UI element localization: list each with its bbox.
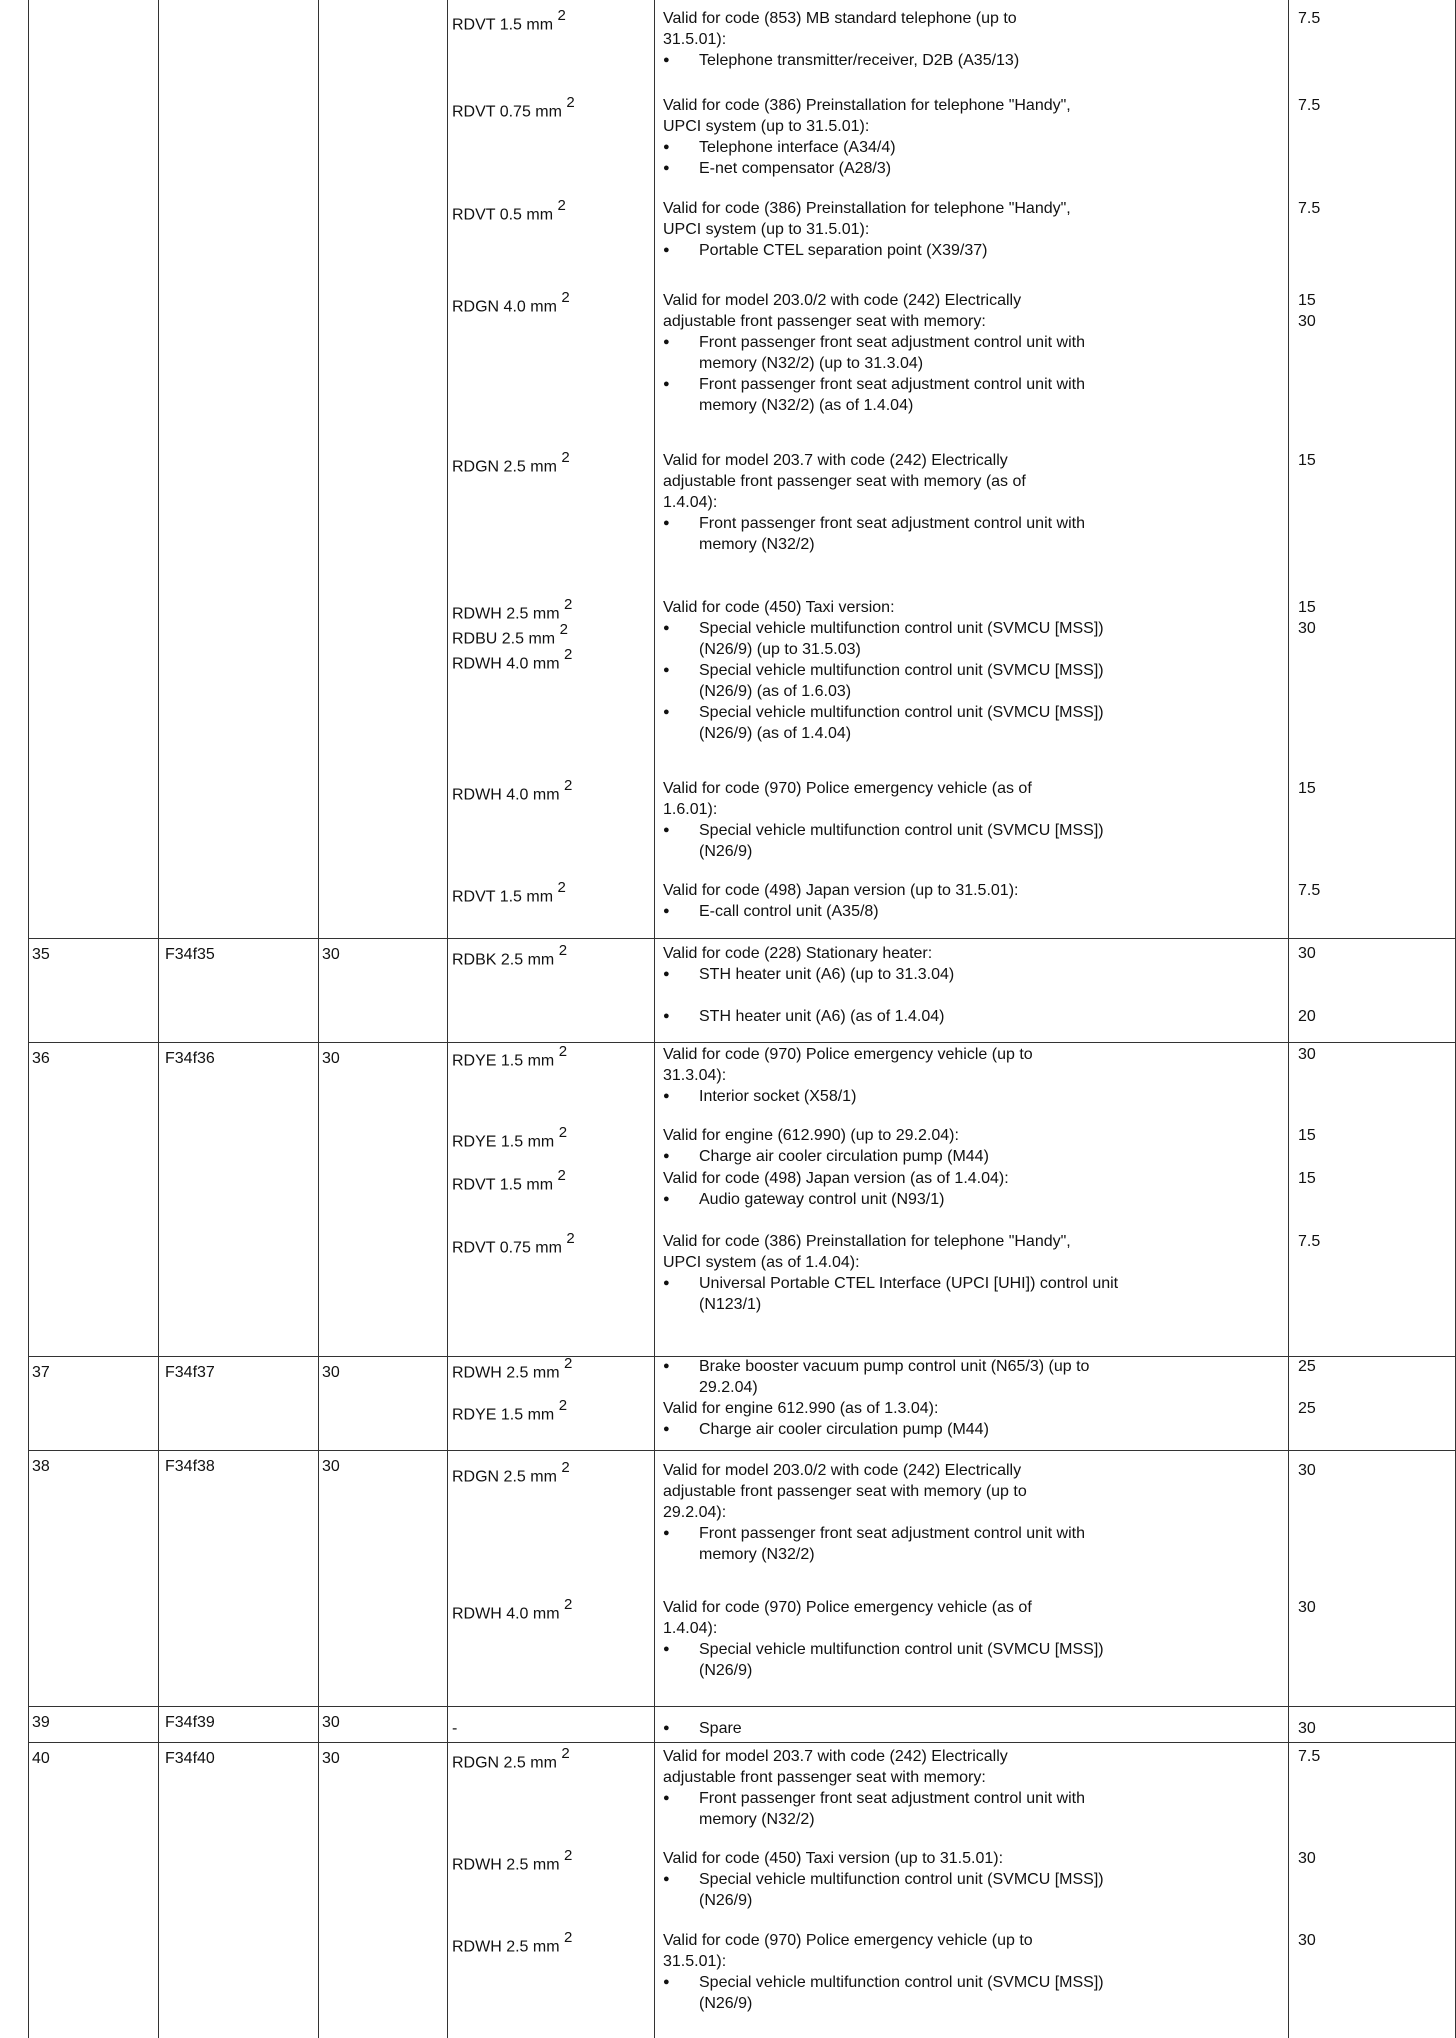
- wire-color-size: -: [452, 1720, 458, 1737]
- column-divider: [1288, 0, 1289, 2038]
- consumer-item: [663, 660, 1283, 702]
- fuse-designation: F34f35: [165, 946, 215, 963]
- wire-designation: [452, 1398, 567, 1425]
- consumer-item: [663, 1523, 1283, 1565]
- wire-designation: [452, 198, 566, 225]
- consumer-item: [663, 50, 1283, 71]
- fuse-number: 38: [32, 1458, 50, 1475]
- consumer-text: Special vehicle multifunction control unit (SVMCU [MSS]): [699, 662, 1104, 679]
- consumer-amperage: 15: [1298, 780, 1316, 797]
- consumer-text: memory (N32/2) (up to 31.3.04): [699, 355, 924, 372]
- fuse-number: 36: [32, 1050, 50, 1067]
- validity-condition: Valid for code (498) Japan version (as of 1.4.04):: [663, 1170, 1009, 1187]
- wire-designation: [452, 1597, 572, 1624]
- wire-unit-exponent: 2: [558, 1397, 568, 1414]
- wire-color-size: RDWH 4.0 mm: [452, 1605, 560, 1623]
- consumer-entry: [663, 198, 1283, 261]
- consumer-text: Portable CTEL separation point (X39/37): [699, 242, 988, 259]
- consumer-text: Charge air cooler circulation pump (M44): [699, 1421, 989, 1438]
- consumer-text: Special vehicle multifunction control unit (SVMCU [MSS]): [699, 1641, 1104, 1658]
- consumer-entry: [663, 8, 1283, 71]
- validity-condition: Valid for code (386) Preinstallation for telephone "Handy",: [663, 97, 1071, 114]
- validity-condition: Valid for code (970) Police emergency vehicle (up to: [663, 1932, 1033, 1949]
- consumer-entry: [663, 943, 1283, 985]
- consumer-amperage: 15: [1298, 599, 1316, 616]
- consumer-list: [663, 1972, 1283, 2014]
- wire-designation: [452, 1044, 567, 1071]
- consumer-text: Front passenger front seat adjustment control unit with: [699, 334, 1085, 351]
- wire-color-size: RDVT 1.5 mm: [452, 16, 554, 34]
- wire-designation: [452, 1231, 575, 1258]
- consumer-text: (N26/9): [699, 1995, 753, 2012]
- validity-condition: UPCI system (up to 31.5.01):: [663, 118, 870, 135]
- fuse-designation: F34f39: [165, 1714, 215, 1731]
- consumer-item: [663, 1972, 1283, 2014]
- wire-color-size: RDGN 4.0 mm: [452, 298, 557, 316]
- validity-condition: UPCI system (up to 31.5.01):: [663, 221, 870, 238]
- validity-condition: Valid for code (228) Stationary heater:: [663, 945, 933, 962]
- wire-designation: [452, 1718, 457, 1739]
- column-divider: [28, 0, 29, 2038]
- wire-unit-exponent: 2: [558, 1124, 568, 1141]
- wire-unit-exponent: 2: [558, 942, 568, 959]
- validity-condition: Valid for engine 612.990 (as of 1.3.04):: [663, 1400, 939, 1417]
- consumer-item: [663, 618, 1283, 660]
- consumer-item: [663, 1146, 1283, 1167]
- wire-unit-exponent: 2: [557, 1167, 566, 1184]
- consumer-amperage: 15: [1298, 292, 1316, 309]
- validity-condition: 1.4.04):: [663, 1620, 718, 1637]
- consumer-amperage: 30: [1298, 1932, 1316, 1949]
- consumer-text: (N26/9) (up to 31.5.03): [699, 641, 861, 658]
- consumer-entry: [663, 1125, 1283, 1167]
- consumer-list: [663, 901, 1283, 922]
- consumer-item: [663, 702, 1283, 744]
- wire-unit-exponent: 2: [564, 1847, 573, 1864]
- consumer-item: [663, 240, 1283, 261]
- fuse-number: 37: [32, 1364, 50, 1381]
- consumer-text: Front passenger front seat adjustment control unit with: [699, 1790, 1085, 1807]
- wire-color-size: RDVT 0.5 mm: [452, 206, 554, 224]
- consumer-text: Special vehicle multifunction control unit (SVMCU [MSS]): [699, 822, 1104, 839]
- consumer-entry: [663, 290, 1283, 416]
- wire-unit-exponent: 2: [564, 1596, 573, 1613]
- consumer-text: Special vehicle multifunction control unit (SVMCU [MSS]): [699, 704, 1104, 721]
- column-divider: [158, 0, 159, 2038]
- validity-condition: UPCI system (as of 1.4.04):: [663, 1254, 860, 1271]
- validity-condition: adjustable front passenger seat with memory (up to: [663, 1483, 1027, 1500]
- consumer-item: [663, 964, 1283, 985]
- consumer-entry: [663, 1848, 1283, 1911]
- consumer-item: [663, 1718, 1283, 1739]
- consumer-text: Audio gateway control unit (N93/1): [699, 1191, 945, 1208]
- wire-unit-exponent: 2: [557, 879, 566, 896]
- consumer-text: Spare: [699, 1720, 742, 1737]
- wire-color-size: RDWH 2.5 mm: [452, 605, 560, 623]
- consumer-amperage: 7.5: [1298, 1233, 1321, 1250]
- consumer-list: [663, 1086, 1283, 1107]
- wire-color-size: RDWH 2.5 mm: [452, 1856, 560, 1874]
- row-divider: [28, 1706, 1456, 1707]
- wire-designation: [452, 1848, 572, 1875]
- wire-designation: [452, 622, 568, 649]
- consumer-text: (N123/1): [699, 1296, 762, 1313]
- consumer-list: [663, 1523, 1283, 1565]
- wire-color-size: RDGN 2.5 mm: [452, 458, 557, 476]
- consumer-item: [663, 1356, 1283, 1398]
- consumer-list: [663, 50, 1283, 71]
- wire-color-size: RDVT 0.75 mm: [452, 103, 562, 121]
- wire-color-size: RDWH 2.5 mm: [452, 1364, 560, 1382]
- consumer-amperage: 7.5: [1298, 882, 1321, 899]
- consumer-item: [663, 1639, 1283, 1681]
- consumer-text: Telephone interface (A34/4): [699, 139, 896, 156]
- consumer-list: [663, 964, 1283, 985]
- consumer-amperage: 30: [1298, 1599, 1316, 1616]
- wire-unit-exponent: 2: [564, 1929, 573, 1946]
- consumer-list: [663, 1639, 1283, 1681]
- validity-condition: Valid for code (450) Taxi version:: [663, 599, 895, 616]
- fuse-rating: 30: [322, 1050, 340, 1067]
- consumer-entry: [663, 778, 1283, 862]
- fuse-number: 35: [32, 946, 50, 963]
- consumer-text: memory (N32/2): [699, 536, 815, 553]
- consumer-text: Interior socket (X58/1): [699, 1088, 857, 1105]
- fuse-number: 40: [32, 1750, 50, 1767]
- wire-designation: [452, 778, 572, 805]
- validity-condition: 29.2.04):: [663, 1504, 727, 1521]
- row-divider: [28, 1042, 1456, 1043]
- consumer-amperage: 7.5: [1298, 10, 1321, 27]
- consumer-text: Special vehicle multifunction control unit (SVMCU [MSS]): [699, 1974, 1104, 1991]
- wire-designation: [452, 1125, 567, 1152]
- wire-color-size: RDGN 2.5 mm: [452, 1754, 557, 1772]
- consumer-item: [663, 158, 1283, 179]
- row-divider: [28, 1450, 1456, 1451]
- validity-condition: 1.4.04):: [663, 494, 718, 511]
- consumer-amperage: 30: [1298, 1720, 1316, 1737]
- wire-designation: [452, 290, 570, 317]
- consumer-amperage: 30: [1298, 313, 1316, 330]
- consumer-entry: [663, 597, 1283, 744]
- fuse-rating: 30: [322, 1750, 340, 1767]
- wire-designation: [452, 8, 566, 35]
- consumer-text: Charge air cooler circulation pump (M44): [699, 1148, 989, 1165]
- wire-color-size: RDYE 1.5 mm: [452, 1133, 555, 1151]
- consumer-text: Front passenger front seat adjustment control unit with: [699, 515, 1085, 532]
- consumer-entry: [663, 450, 1283, 555]
- consumer-entry: [663, 1718, 1283, 1739]
- consumer-entry: [663, 95, 1283, 179]
- consumer-item: [663, 1788, 1283, 1830]
- consumer-amperage: 30: [1298, 1046, 1316, 1063]
- consumer-text: memory (N32/2) (as of 1.4.04): [699, 397, 914, 414]
- fuse-rating: 30: [322, 1714, 340, 1731]
- consumer-text: Front passenger front seat adjustment control unit with: [699, 1525, 1085, 1542]
- validity-condition: Valid for model 203.7 with code (242) Electrically: [663, 1748, 1008, 1765]
- consumer-amperage: 20: [1298, 1008, 1316, 1025]
- consumer-amperage: 25: [1298, 1358, 1316, 1375]
- consumer-amperage: 30: [1298, 620, 1316, 637]
- consumer-item: [663, 901, 1283, 922]
- consumer-item: [663, 137, 1283, 158]
- consumer-entry: [663, 880, 1283, 922]
- wire-unit-exponent: 2: [561, 1459, 570, 1476]
- consumer-list: [663, 1869, 1283, 1911]
- consumer-text: memory (N32/2): [699, 1546, 815, 1563]
- wire-unit-exponent: 2: [564, 777, 573, 794]
- wire-designation: [452, 1930, 572, 1957]
- wire-designation: [452, 1746, 570, 1773]
- consumer-entry: [663, 1398, 1283, 1440]
- consumer-text: (N26/9): [699, 843, 753, 860]
- wire-color-size: RDWH 4.0 mm: [452, 655, 560, 673]
- validity-condition: Valid for code (386) Preinstallation for telephone "Handy",: [663, 200, 1071, 217]
- consumer-item: [663, 1869, 1283, 1911]
- row-divider: [28, 1742, 1456, 1743]
- wire-designation: [452, 647, 572, 674]
- wire-unit-exponent: 2: [561, 289, 570, 306]
- fuse-rating: 30: [322, 1458, 340, 1475]
- wire-color-size: RDWH 4.0 mm: [452, 786, 560, 804]
- column-divider: [654, 0, 655, 2038]
- validity-condition: Valid for engine (612.990) (up to 29.2.04):: [663, 1127, 959, 1144]
- wire-color-size: RDYE 1.5 mm: [452, 1052, 555, 1070]
- consumer-list: [663, 1189, 1283, 1210]
- consumer-entry: [663, 1597, 1283, 1681]
- consumer-list: [663, 1273, 1283, 1315]
- consumer-amperage: 30: [1298, 1462, 1316, 1479]
- consumer-text: Telephone transmitter/receiver, D2B (A35/13): [699, 52, 1020, 69]
- fuse-designation: F34f37: [165, 1364, 215, 1381]
- consumer-amperage: 25: [1298, 1400, 1316, 1417]
- consumer-amperage: 7.5: [1298, 1748, 1321, 1765]
- consumer-item: [663, 1006, 1283, 1027]
- validity-condition: Valid for model 203.0/2 with code (242) Electrically: [663, 292, 1022, 309]
- wire-unit-exponent: 2: [564, 596, 573, 613]
- wire-unit-exponent: 2: [566, 1230, 575, 1247]
- consumer-text: (N26/9): [699, 1892, 753, 1909]
- consumer-amperage: 15: [1298, 1170, 1316, 1187]
- wire-designation: [452, 1460, 570, 1487]
- wire-unit-exponent: 2: [566, 94, 575, 111]
- consumer-item: [663, 1273, 1283, 1315]
- consumer-entry: [663, 1930, 1283, 2014]
- wire-color-size: RDBU 2.5 mm: [452, 630, 556, 648]
- validity-condition: Valid for code (450) Taxi version (up to 31.5.01):: [663, 1850, 1004, 1867]
- consumer-text: 29.2.04): [699, 1379, 758, 1396]
- consumer-entry: [663, 1746, 1283, 1830]
- wire-designation: [452, 943, 567, 970]
- validity-condition: Valid for code (970) Police emergency vehicle (up to: [663, 1046, 1033, 1063]
- consumer-entry: [663, 1356, 1283, 1398]
- consumer-item: [663, 374, 1283, 416]
- wire-color-size: RDBK 2.5 mm: [452, 951, 555, 969]
- consumer-amperage: 15: [1298, 452, 1316, 469]
- validity-condition: adjustable front passenger seat with memory (as of: [663, 473, 1026, 490]
- consumer-list: [663, 240, 1283, 261]
- validity-condition: adjustable front passenger seat with memory:: [663, 1769, 986, 1786]
- consumer-list: [663, 820, 1283, 862]
- consumer-amperage: 7.5: [1298, 200, 1321, 217]
- wire-unit-exponent: 2: [558, 1043, 568, 1060]
- consumer-text: memory (N32/2): [699, 1811, 815, 1828]
- consumer-entry: [663, 1460, 1283, 1565]
- column-divider: [447, 0, 448, 2038]
- consumer-list: [663, 1006, 1283, 1027]
- consumer-text: Front passenger front seat adjustment control unit with: [699, 376, 1085, 393]
- fuse-number: 39: [32, 1714, 50, 1731]
- validity-condition: 31.5.01):: [663, 31, 727, 48]
- consumer-list: [663, 618, 1283, 744]
- consumer-list: [663, 137, 1283, 179]
- consumer-list: [663, 1356, 1283, 1398]
- wire-unit-exponent: 2: [564, 646, 573, 663]
- wire-unit-exponent: 2: [557, 197, 566, 214]
- wire-designation: [452, 95, 575, 122]
- validity-condition: Valid for code (498) Japan version (up to 31.5.01):: [663, 882, 1019, 899]
- wire-color-size: RDVT 1.5 mm: [452, 1176, 554, 1194]
- consumer-entry: [663, 1044, 1283, 1107]
- validity-condition: Valid for code (970) Police emergency vehicle (as of: [663, 1599, 1032, 1616]
- wire-unit-exponent: 2: [557, 7, 566, 24]
- wire-designation: [452, 1356, 572, 1383]
- consumer-list: [663, 513, 1283, 555]
- validity-condition: Valid for code (386) Preinstallation for telephone "Handy",: [663, 1233, 1071, 1250]
- consumer-text: (N26/9): [699, 1662, 753, 1679]
- consumer-amperage: 30: [1298, 945, 1316, 962]
- consumer-item: [663, 1419, 1283, 1440]
- consumer-text: (N26/9) (as of 1.4.04): [699, 725, 852, 742]
- consumer-text: Brake booster vacuum pump control unit (N65/3) (up to: [699, 1358, 1090, 1375]
- consumer-list: [663, 1788, 1283, 1830]
- wire-designation: [452, 880, 566, 907]
- fuse-rating: 30: [322, 1364, 340, 1381]
- wire-unit-exponent: 2: [561, 449, 570, 466]
- wire-unit-exponent: 2: [564, 1355, 573, 1372]
- wire-designation: [452, 597, 572, 624]
- wire-designation: [452, 450, 570, 477]
- wire-color-size: RDWH 2.5 mm: [452, 1938, 560, 1956]
- consumer-item: [663, 1086, 1283, 1107]
- wire-unit-exponent: 2: [561, 1745, 570, 1762]
- validity-condition: Valid for code (853) MB standard telephone (up to: [663, 10, 1017, 27]
- validity-condition: Valid for model 203.0/2 with code (242) Electrically: [663, 1462, 1022, 1479]
- consumer-item: [663, 513, 1283, 555]
- wire-unit-exponent: 2: [559, 621, 568, 638]
- validity-condition: 31.5.01):: [663, 1953, 727, 1970]
- wire-designation: [452, 1168, 566, 1195]
- consumer-text: Special vehicle multifunction control unit (SVMCU [MSS]): [699, 620, 1104, 637]
- consumer-amperage: 15: [1298, 1127, 1316, 1144]
- validity-condition: adjustable front passenger seat with memory:: [663, 313, 986, 330]
- wire-color-size: RDVT 1.5 mm: [452, 888, 554, 906]
- column-divider: [318, 0, 319, 2038]
- consumer-item: [663, 1189, 1283, 1210]
- consumer-entry: [663, 1231, 1283, 1315]
- consumer-item: [663, 332, 1283, 374]
- consumer-list: [663, 1419, 1283, 1440]
- row-divider: [28, 938, 1456, 939]
- consumer-text: STH heater unit (A6) (up to 31.3.04): [699, 966, 955, 983]
- validity-condition: 1.6.01):: [663, 801, 718, 818]
- consumer-entry: [663, 1168, 1283, 1210]
- consumer-item: [663, 820, 1283, 862]
- consumer-text: Special vehicle multifunction control unit (SVMCU [MSS]): [699, 1871, 1104, 1888]
- fuse-designation: F34f36: [165, 1050, 215, 1067]
- fuse-rating: 30: [322, 946, 340, 963]
- consumer-text: Universal Portable CTEL Interface (UPCI [UHI]) control unit: [699, 1275, 1119, 1292]
- consumer-text: E-call control unit (A35/8): [699, 903, 879, 920]
- consumer-text: STH heater unit (A6) (as of 1.4.04): [699, 1008, 945, 1025]
- consumer-list: [663, 332, 1283, 416]
- wire-color-size: RDGN 2.5 mm: [452, 1468, 557, 1486]
- consumer-list: [663, 1146, 1283, 1167]
- wire-color-size: RDVT 0.75 mm: [452, 1239, 562, 1257]
- consumer-entry: [663, 1006, 1283, 1027]
- consumer-amperage: 30: [1298, 1850, 1316, 1867]
- fuse-designation: F34f40: [165, 1750, 215, 1767]
- validity-condition: Valid for model 203.7 with code (242) Electrically: [663, 452, 1008, 469]
- consumer-text: E-net compensator (A28/3): [699, 160, 892, 177]
- validity-condition: 31.3.04):: [663, 1067, 727, 1084]
- consumer-list: [663, 1718, 1283, 1739]
- fuse-designation: F34f38: [165, 1458, 215, 1475]
- wire-color-size: RDYE 1.5 mm: [452, 1406, 555, 1424]
- consumer-text: (N26/9) (as of 1.6.03): [699, 683, 852, 700]
- validity-condition: Valid for code (970) Police emergency vehicle (as of: [663, 780, 1032, 797]
- consumer-amperage: 7.5: [1298, 97, 1321, 114]
